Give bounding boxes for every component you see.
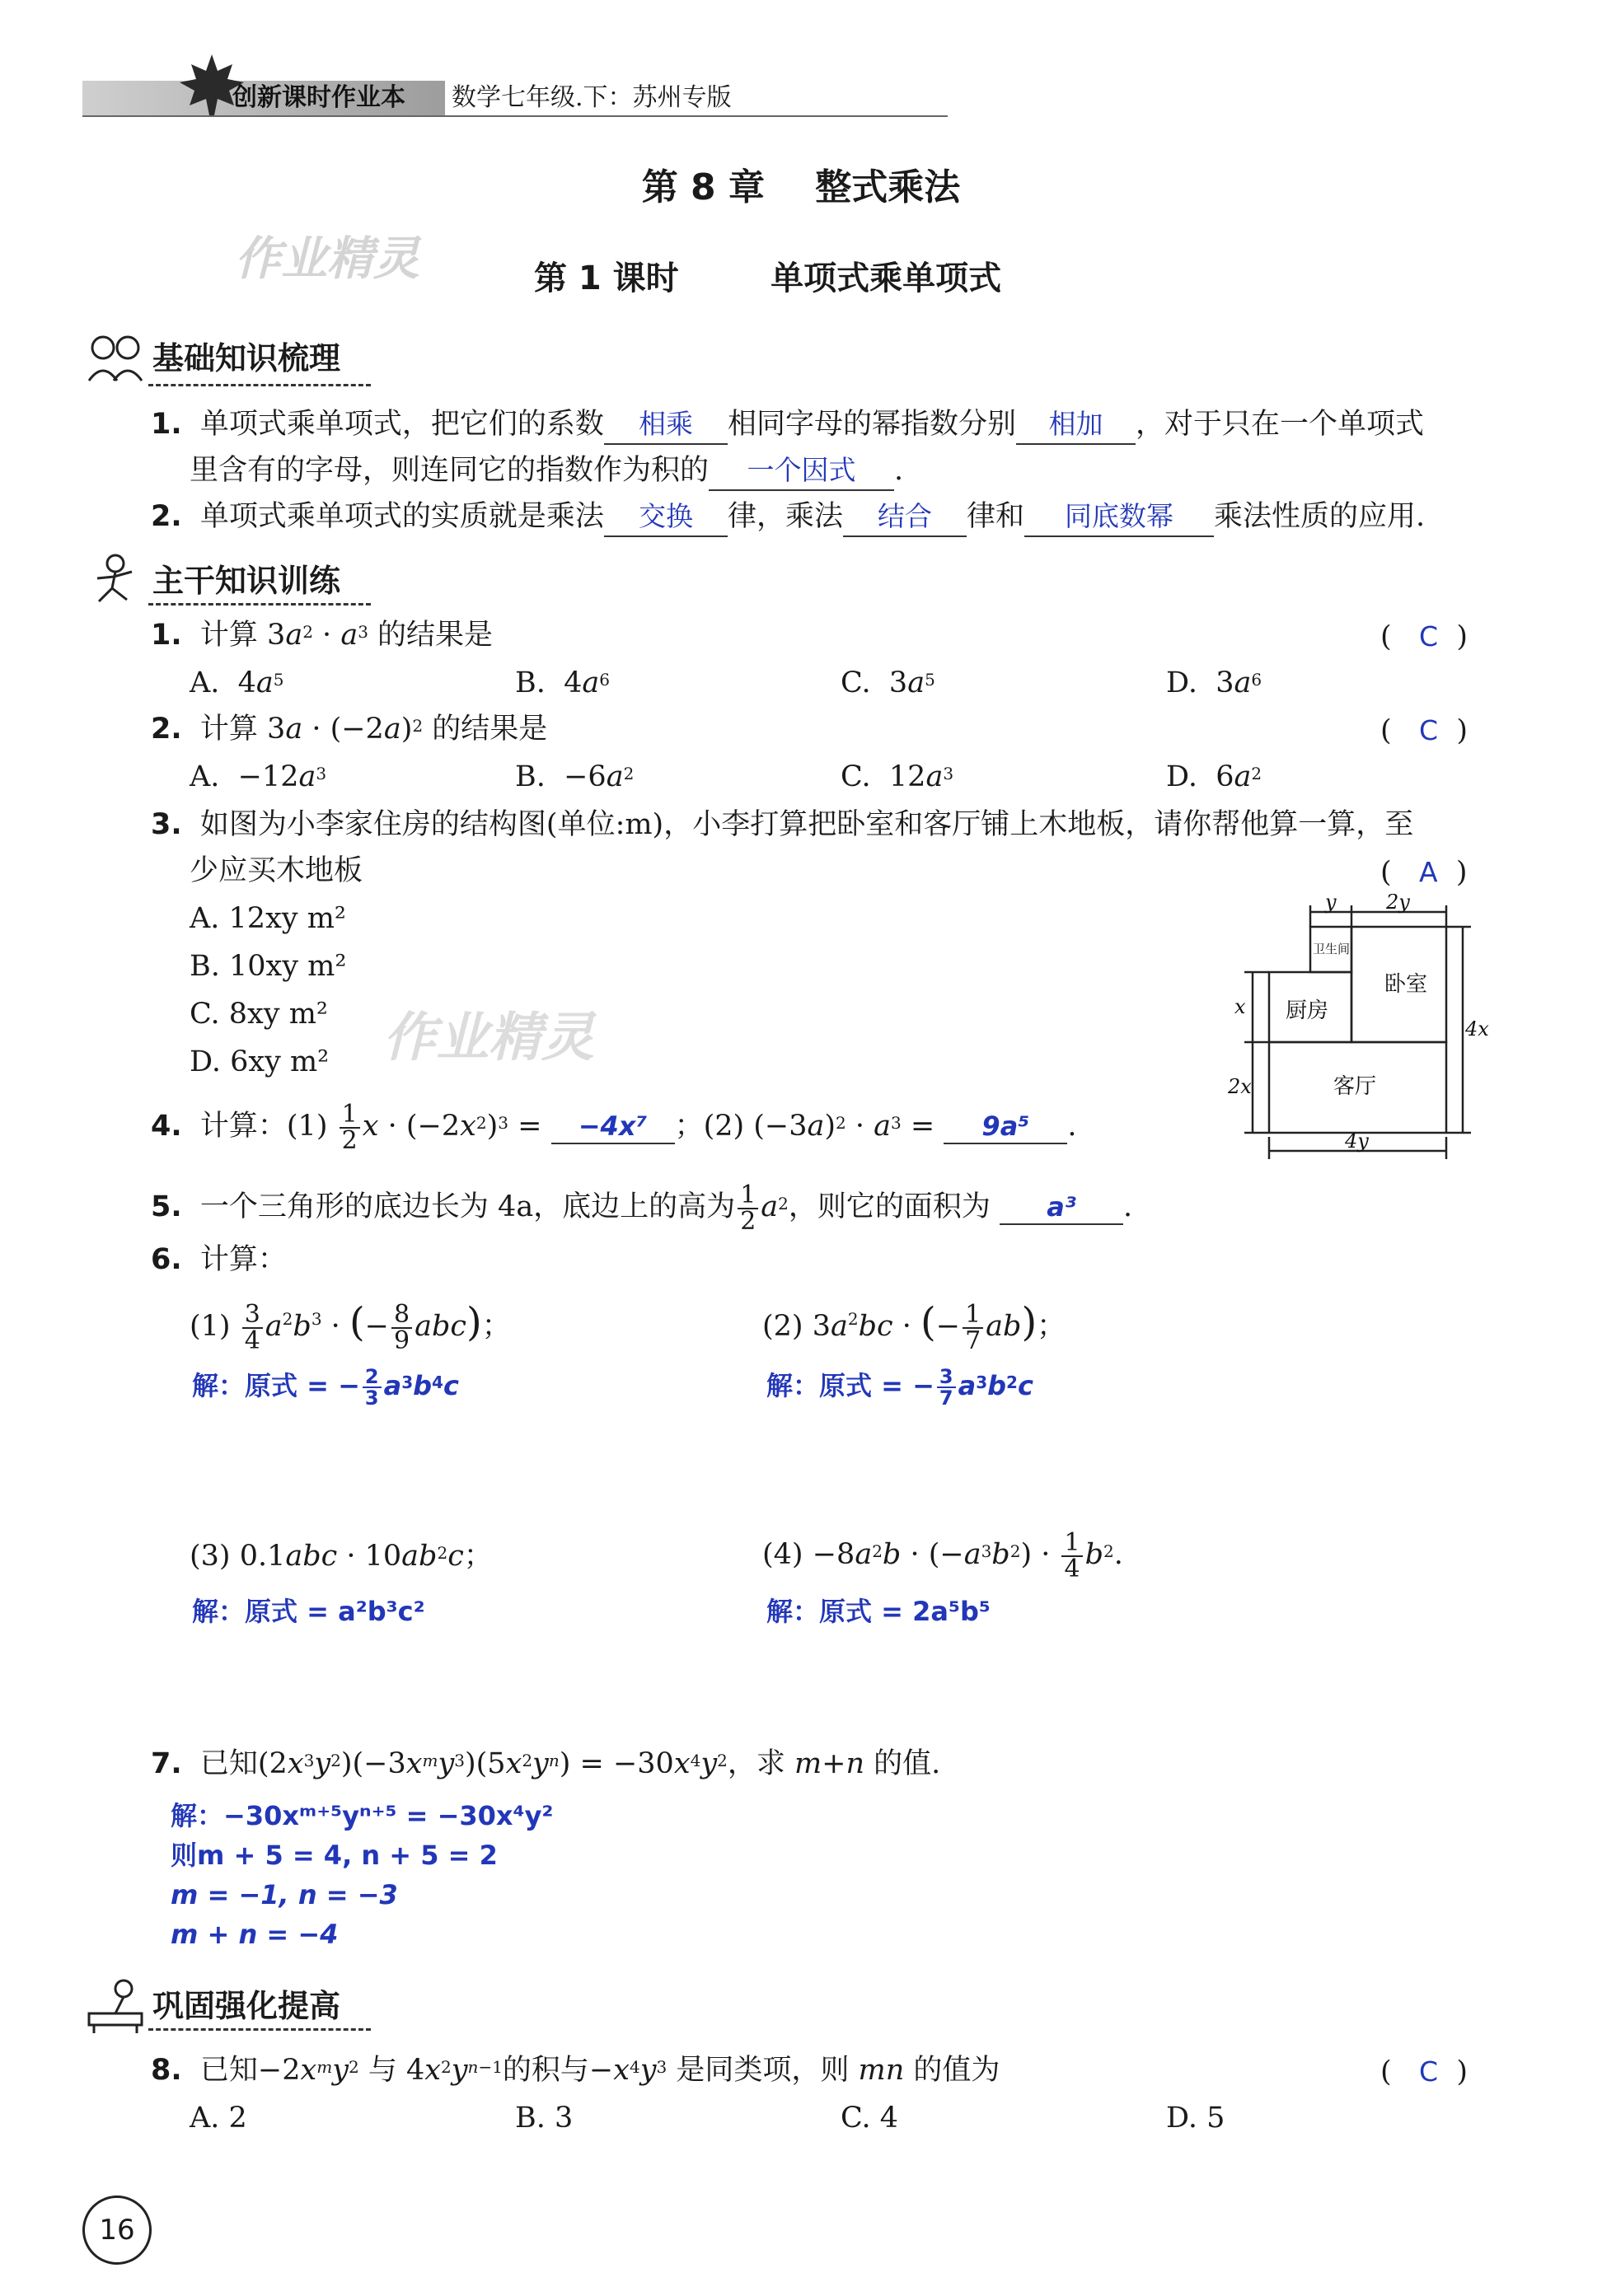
basic-q1-line2: 里含有的字母，则连同它的指数作为积的 一个因式 . bbox=[190, 451, 903, 491]
blank-factor[interactable]: 一个因式 bbox=[709, 451, 894, 491]
section-underline bbox=[148, 2028, 371, 2031]
q7-solution-line3: m = −1, n = −3 bbox=[171, 1879, 398, 1910]
q7-solution-line4: m + n = −4 bbox=[171, 1919, 339, 1950]
fill-q4: 4. 计算：(1) $\frac{1}{2}$ $x \cdot (-2x^2)^3 = -4x^7$ ；(2) $(-3a)^2 \cdot a^3 = 9a^5$ . bbox=[151, 1099, 1077, 1155]
room-toilet: 卫生间 bbox=[1313, 942, 1351, 956]
blank-q4-2[interactable]: 9a⁵ bbox=[944, 1110, 1067, 1144]
chapter-title: 第 8 章 整式乘法 bbox=[641, 166, 961, 208]
q6-part1: (1) $\frac{3}{4}$ $a^2b^3$ · (− $\frac{8}{9}$ abc)； bbox=[190, 1299, 511, 1355]
answer-q3[interactable]: A bbox=[1419, 856, 1438, 888]
q6-solution3: 解：原式 = a²b³c² bbox=[192, 1596, 425, 1627]
blank-q5[interactable]: a³ bbox=[1000, 1190, 1123, 1225]
dim-2x: 2x bbox=[1228, 1075, 1252, 1098]
section-underline bbox=[148, 384, 371, 386]
q6-label: 6. 计算： bbox=[151, 1243, 287, 1276]
mc-q1: 1. 计算 $3a^2 \cdot a^3$ 的结果是 bbox=[151, 619, 494, 652]
mc-q1-bracket: ( C ) bbox=[1380, 620, 1468, 653]
header-book-title: 创新课时作业本 bbox=[232, 83, 405, 112]
header-subtitle: 数学七年级.下：苏州专版 bbox=[452, 83, 732, 112]
section-icon-runner bbox=[82, 550, 148, 608]
q7-solution-line1: 解：−30xᵐ⁺⁵yⁿ⁺⁵ = −30x⁴y² bbox=[171, 1800, 554, 1831]
mc-q3-option-a: A. 12xy m² bbox=[190, 902, 346, 935]
blank-q4-1[interactable]: −4x⁷ bbox=[551, 1110, 675, 1144]
q6-part3: (3) $0.1abc \cdot 10ab^2c$； bbox=[190, 1540, 493, 1573]
room-bedroom: 卧室 bbox=[1384, 972, 1428, 997]
dim-y: y bbox=[1325, 894, 1337, 914]
mc-q3-line2: 少应买木地板 bbox=[190, 854, 363, 887]
section-underline bbox=[148, 603, 371, 606]
dim-x: x bbox=[1234, 995, 1246, 1018]
header-rule bbox=[82, 115, 948, 117]
mc-q3-option-c: C. 8xy m² bbox=[190, 998, 328, 1031]
q6-solution1: 解：原式 = − $\frac{2}{3}$ $a^3b^4c$ bbox=[192, 1365, 459, 1410]
section-basic-heading: 基础知识梳理 bbox=[152, 340, 341, 376]
basic-q2: 2. 单项式乘单项式的实质就是乘法 交换 律，乘法 结合 律和 同底数幂 乘法性质的应用. bbox=[151, 498, 1425, 537]
lesson-title: 第 1 课时 单项式乘单项式 bbox=[534, 260, 1002, 297]
fill-q5: 5. 一个三角形的底边长为 4a，底边上的高为 $\frac{1}{2}$ $a^2$，则它的面积为 a³ . bbox=[151, 1180, 1133, 1236]
q6-solution4: 解：原式 = 2a⁵b⁵ bbox=[766, 1596, 991, 1627]
blank-associative[interactable]: 结合 bbox=[843, 498, 967, 537]
q6-part4: $(4) -8a^2b \cdot (-a^3b^2)$ · $\frac{1}{4}$ $b^2$. bbox=[762, 1527, 1123, 1583]
watermark: 作业精灵 bbox=[383, 1008, 594, 1069]
blank-exponent[interactable]: 相加 bbox=[1016, 405, 1136, 445]
room-living: 客厅 bbox=[1333, 1074, 1377, 1099]
answer-q2[interactable]: C bbox=[1419, 714, 1439, 746]
mc-q3-option-b: B. 10xy m² bbox=[190, 950, 347, 983]
page-number: 16 bbox=[82, 2195, 152, 2265]
blank-commutative[interactable]: 交换 bbox=[604, 498, 728, 537]
mc-q3-option-d: D. 6xy m² bbox=[190, 1045, 330, 1078]
q6-part2: (2) $3a^2bc$ · (− $\frac{1}{7}$ ab)； bbox=[762, 1299, 1066, 1355]
mc-q3-bracket: ( A ) bbox=[1380, 856, 1468, 889]
room-kitchen: 厨房 bbox=[1286, 998, 1329, 1023]
blank-coefficient[interactable]: 相乘 bbox=[604, 405, 728, 445]
section-advanced-heading: 巩固强化提高 bbox=[152, 1988, 341, 2024]
answer-q8[interactable]: C bbox=[1419, 2055, 1439, 2088]
dim-4y: 4y bbox=[1345, 1129, 1369, 1153]
mc-q2: 2. 计算 $3a \cdot (-2a)^2$ 的结果是 bbox=[151, 713, 548, 746]
q7-solution-line2: 则m + 5 = 4, n + 5 = 2 bbox=[171, 1840, 498, 1871]
basic-q1-line1: 1. 单项式乘单项式，把它们的系数 相乘 相同字母的幂指数分别 相加 ，对于只在一个单项式 bbox=[151, 405, 1424, 445]
mc-q3-line1: 3. 如图为小李家住房的结构图(单位:m)，小李打算把卧室和客厅铺上木地板，请你帮他算一算，至 bbox=[151, 808, 1414, 841]
blank-power[interactable]: 同底数幂 bbox=[1024, 498, 1214, 537]
q7-question: 7. 已知$(2x^3y^2)(-3x^my^3)(5x^2y^n) = -30x^4y^2$，求 m+n 的值. bbox=[151, 1747, 941, 1780]
section-main-heading: 主干知识训练 bbox=[152, 563, 341, 599]
watermark: 作业精灵 bbox=[235, 232, 419, 286]
section-icon-people bbox=[82, 330, 148, 387]
mc-q2-bracket: ( C ) bbox=[1380, 714, 1468, 747]
answer-q1[interactable]: C bbox=[1419, 620, 1439, 652]
section-icon-workbench bbox=[82, 1976, 148, 2035]
dim-4x: 4x bbox=[1465, 1017, 1489, 1040]
dim-2y: 2y bbox=[1386, 894, 1410, 914]
mc-q8-bracket: ( C ) bbox=[1380, 2055, 1468, 2088]
house-floor-plan bbox=[1228, 894, 1492, 1166]
q6-solution2: 解：原式 = − $\frac{3}{7}$ $a^3b^2c$ bbox=[766, 1365, 1033, 1410]
mc-q8: 8. 已知$-2x^my^2$ 与 $4x^2y^{n-1}$的积与$-x^4y^3$ 是同类项，则 mn 的值为 bbox=[151, 2054, 1000, 2087]
